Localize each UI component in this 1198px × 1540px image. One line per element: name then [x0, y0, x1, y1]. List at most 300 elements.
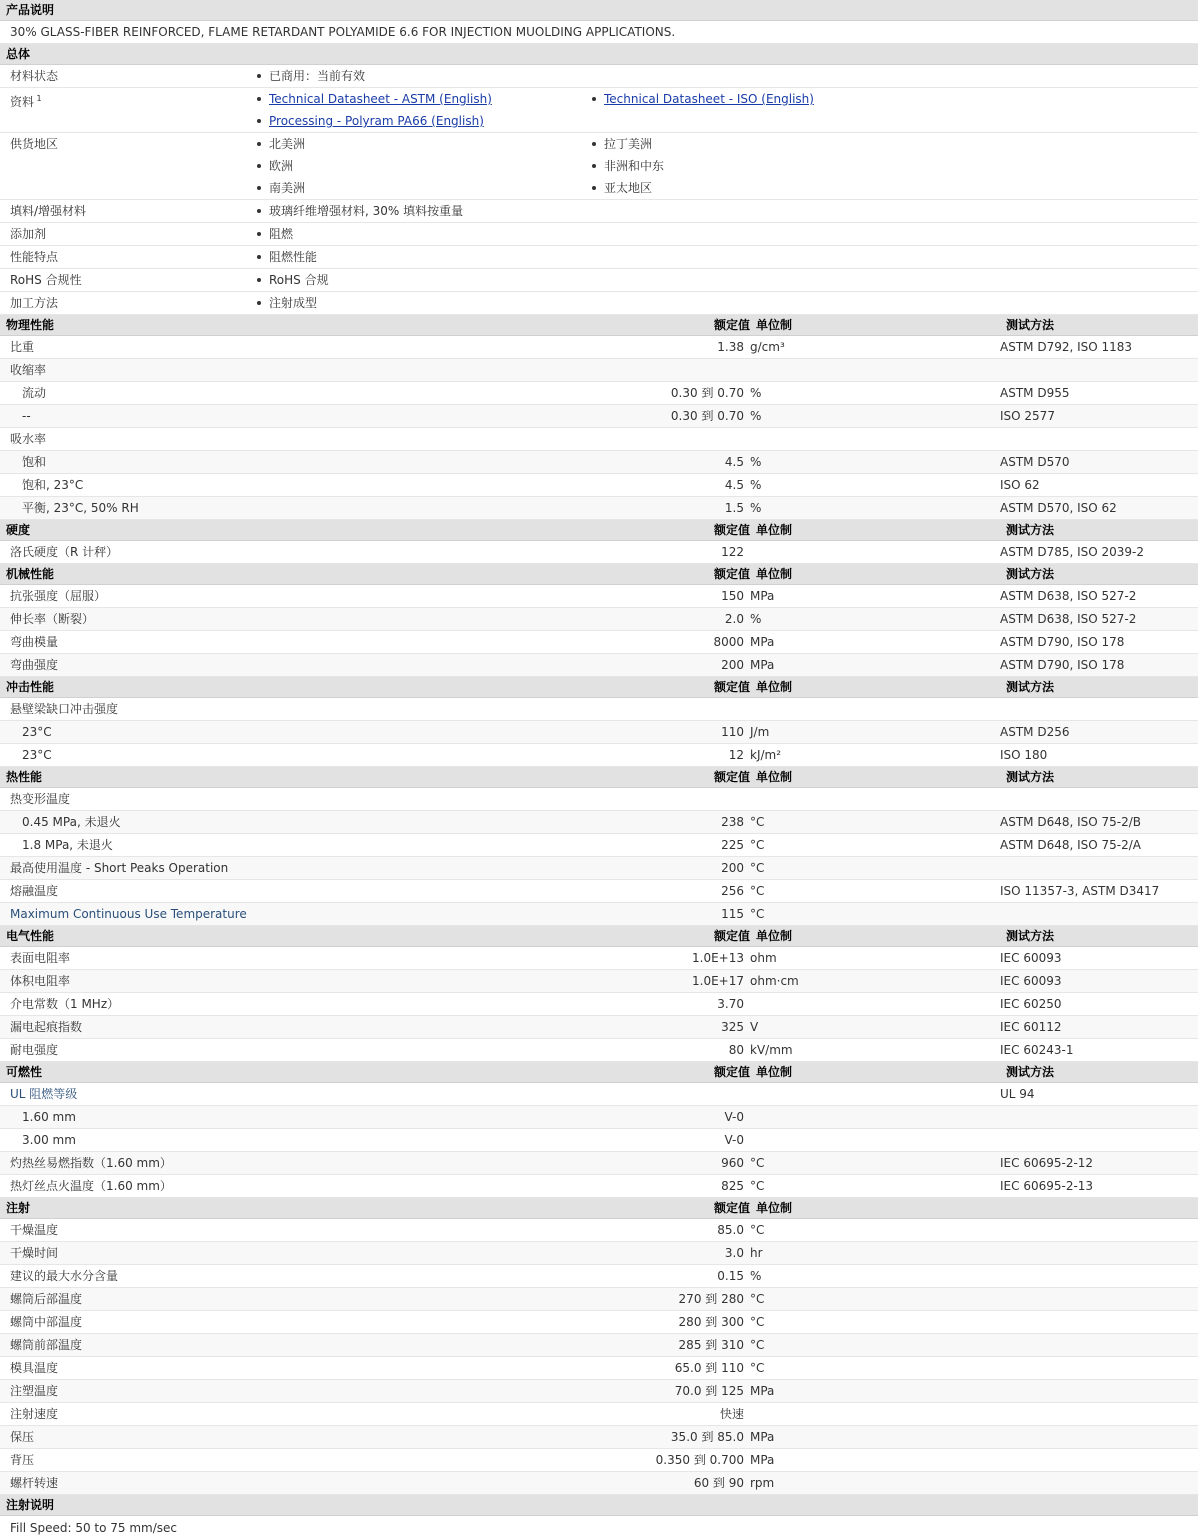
property-row: [0, 631, 1198, 654]
property-name: 弯曲模量: [10, 635, 59, 649]
property-test-method: [1000, 698, 1198, 720]
property-name: 收缩率: [10, 363, 47, 377]
property-name: 比重: [10, 340, 35, 354]
property-name: 注射速度: [10, 1407, 59, 1421]
section-title: 总体: [6, 47, 31, 61]
property-unit: MPa: [750, 1384, 775, 1398]
property-test-method: ISO 62: [1000, 478, 1040, 492]
property-unit: kV/mm: [750, 1043, 793, 1057]
property-test-method: [1000, 1472, 1198, 1494]
property-test-method: ASTM D570, ISO 62: [1000, 501, 1117, 515]
property-test-method: [1000, 1242, 1198, 1264]
property-value: 0.350 到 0.700: [655, 1453, 744, 1467]
property-unit: [750, 788, 1000, 810]
section-title: 注射: [6, 1201, 31, 1215]
property-row: [0, 834, 1198, 857]
property-name: 漏电起痕指数: [10, 1020, 83, 1034]
section-header: [0, 1198, 1198, 1219]
property-name: 干燥时间: [10, 1246, 59, 1260]
property-test-method: IEC 60112: [1000, 1020, 1062, 1034]
property-row: [0, 585, 1198, 608]
property-row: [0, 1426, 1198, 1449]
general-label: 添加剂: [10, 227, 47, 241]
bullet-icon: [257, 97, 261, 101]
section-header: [0, 926, 1198, 947]
property-unit: g/cm³: [750, 340, 785, 354]
property-unit: %: [750, 409, 762, 423]
property-unit: °C: [750, 1338, 765, 1352]
property-test-method: [1000, 857, 1198, 879]
property-unit: MPa: [750, 589, 775, 603]
property-test-method: [1000, 1334, 1198, 1356]
property-row: [0, 993, 1198, 1016]
property-unit: [750, 1129, 1000, 1151]
property-row: [0, 1472, 1198, 1495]
property-value: [520, 359, 750, 381]
property-name: 保压: [10, 1430, 35, 1444]
general-label: 供货地区: [10, 137, 59, 151]
property-row: [0, 970, 1198, 993]
property-row: [0, 382, 1198, 405]
value-text: 亚太地区: [604, 181, 653, 195]
property-row: [0, 811, 1198, 834]
datasheet-link[interactable]: Technical Datasheet - ASTM (English): [269, 92, 492, 106]
property-unit: V: [750, 1020, 759, 1034]
property-unit: °C: [750, 838, 765, 852]
general-properties: [0, 65, 1198, 315]
general-label: 资料 $^1$: [10, 94, 42, 109]
property-row: [0, 1403, 1198, 1426]
section-header: [0, 677, 1198, 698]
property-unit: rpm: [750, 1476, 775, 1490]
general-label: RoHS 合规性: [10, 273, 82, 287]
section-header-description: [0, 0, 1198, 21]
property-name: 饱和, 23°C: [22, 478, 84, 492]
property-name: 熔融温度: [10, 884, 59, 898]
property-name: 干燥温度: [10, 1223, 59, 1237]
property-value: 4.5: [724, 455, 744, 469]
property-test-method: IEC 60243-1: [1000, 1043, 1074, 1057]
property-unit: kJ/m²: [750, 748, 782, 762]
property-row: [0, 1265, 1198, 1288]
footnote-marker: 1: [34, 94, 42, 103]
property-row: [0, 336, 1198, 359]
property-name: 介电常数（1 MHz）: [10, 997, 120, 1011]
property-unit: [750, 541, 1000, 563]
property-value: 1.5: [724, 501, 744, 515]
general-value: [245, 292, 1198, 314]
general-row: [0, 292, 1198, 315]
property-value: 200: [721, 861, 744, 875]
property-row: [0, 947, 1198, 970]
header-test-method: 测试方法: [1006, 1065, 1055, 1079]
property-row: [0, 698, 1198, 721]
property-row: [0, 1288, 1198, 1311]
bullet-icon: [257, 278, 261, 282]
value-text: 阻燃: [269, 227, 294, 241]
property-value: 960: [721, 1156, 744, 1170]
property-test-method: ASTM D785, ISO 2039-2: [1000, 545, 1145, 559]
section-header: [0, 767, 1198, 788]
property-test-method: UL 94: [1000, 1087, 1035, 1101]
property-test-method: ISO 180: [1000, 748, 1048, 762]
property-name: 螺筒后部温度: [10, 1292, 83, 1306]
header-unit: 单位制: [756, 770, 793, 784]
bullet-icon: [592, 186, 596, 190]
property-unit: [750, 1403, 1000, 1425]
general-value: [245, 110, 580, 132]
property-name: --: [22, 409, 31, 423]
property-name: 螺杆转速: [10, 1476, 59, 1490]
value-text: 阻燃性能: [269, 250, 318, 264]
property-value: 3.70: [717, 997, 744, 1011]
section-title: 硬度: [6, 523, 31, 537]
property-name: 1.60 mm: [22, 1110, 76, 1124]
property-name: 弯曲强度: [10, 658, 59, 672]
general-value: [245, 88, 580, 110]
property-value: 1.38: [717, 340, 744, 354]
bullet-icon: [257, 209, 261, 213]
property-name: 热变形温度: [10, 792, 71, 806]
product-description: 30% GLASS-FIBER REINFORCED, FLAME RETARDANT POLYAMIDE 6.6 FOR INJECTION MUOLDING APPLICATIONS.: [0, 21, 1198, 44]
section-header: [0, 1062, 1198, 1083]
bullet-icon: [257, 74, 261, 78]
general-value: [245, 65, 1198, 87]
property-test-method: [1000, 1129, 1198, 1151]
property-test-method: [1000, 1265, 1198, 1287]
property-unit: %: [750, 501, 762, 515]
property-value: 825: [721, 1179, 744, 1193]
property-unit: °C: [750, 1292, 765, 1306]
property-test-method: IEC 60250: [1000, 997, 1062, 1011]
property-row: [0, 497, 1198, 520]
property-test-method: [1000, 1426, 1198, 1448]
property-unit: °C: [750, 1315, 765, 1329]
property-row: [0, 654, 1198, 677]
property-value: 200: [721, 658, 744, 672]
section-header-notes: [0, 1495, 1198, 1516]
property-unit: °C: [750, 884, 765, 898]
property-test-method: IEC 60695-2-12: [1000, 1156, 1094, 1170]
general-values: [245, 200, 1198, 222]
value-text: 注射成型: [269, 296, 318, 310]
property-value: 280 到 300: [678, 1315, 744, 1329]
property-row: [0, 359, 1198, 382]
property-unit: °C: [750, 1179, 765, 1193]
property-unit: MPa: [750, 1430, 775, 1444]
property-value: 4.5: [724, 478, 744, 492]
value-text: 玻璃纤维增强材料, 30% 填料按重量: [269, 204, 464, 218]
property-value: 80: [728, 1043, 744, 1057]
property-unit: MPa: [750, 635, 775, 649]
property-test-method: [1000, 359, 1198, 381]
section-title: 物理性能: [6, 318, 55, 332]
property-test-method: ASTM D790, ISO 178: [1000, 635, 1125, 649]
bullet-icon: [257, 255, 261, 259]
property-value: 35.0 到 85.0: [670, 1430, 744, 1444]
property-value: 115: [721, 907, 744, 921]
general-values: [245, 133, 1198, 199]
general-label: 材料状态: [10, 69, 59, 83]
property-value: 2.0: [724, 612, 744, 626]
general-values: [245, 269, 1198, 291]
property-unit: °C: [750, 1223, 765, 1237]
property-row: [0, 1016, 1198, 1039]
header-value: 额定值: [713, 929, 750, 943]
property-test-method: [1000, 1380, 1198, 1402]
general-value: [245, 133, 580, 155]
property-value: 0.30 到 0.70: [670, 386, 744, 400]
property-row: [0, 428, 1198, 451]
header-test-method: 测试方法: [1006, 680, 1055, 694]
property-name: 洛氏硬度（R 计秤）: [10, 545, 119, 559]
general-row: [0, 246, 1198, 269]
general-value: [580, 155, 915, 177]
property-row: [0, 788, 1198, 811]
general-label: 性能特点: [10, 250, 59, 264]
general-value: [580, 133, 915, 155]
property-row: [0, 744, 1198, 767]
property-unit: [750, 359, 1000, 381]
property-value: 325: [721, 1020, 744, 1034]
property-name: Maximum Continuous Use Temperature: [10, 907, 247, 921]
property-value: [520, 1083, 750, 1105]
bullet-icon: [257, 232, 261, 236]
property-row: [0, 857, 1198, 880]
header-test-method: 测试方法: [1006, 567, 1055, 581]
property-unit: MPa: [750, 658, 775, 672]
property-test-method: IEC 60093: [1000, 951, 1062, 965]
header-value: 额定值: [713, 1201, 750, 1215]
property-unit: °C: [750, 861, 765, 875]
bullet-icon: [592, 97, 596, 101]
property-test-method: [1000, 1219, 1198, 1241]
property-test-method: ASTM D256: [1000, 725, 1070, 739]
general-label: 填料/增强材料: [10, 204, 87, 218]
property-name: 耐电强度: [10, 1043, 59, 1057]
value-text: 拉丁美洲: [604, 137, 653, 151]
property-name: 螺筒中部温度: [10, 1315, 83, 1329]
property-row: [0, 1083, 1198, 1106]
general-value: [580, 177, 915, 199]
property-unit: [750, 993, 1000, 1015]
property-value: 238: [721, 815, 744, 829]
property-unit: [750, 1083, 1000, 1105]
property-value: 285 到 310: [678, 1338, 744, 1352]
property-name: 1.8 MPa, 未退火: [22, 838, 113, 852]
header-test-method: 测试方法: [1006, 770, 1055, 784]
property-name: 悬壁梁缺口冲击强度: [10, 702, 119, 716]
property-unit: °C: [750, 815, 765, 829]
general-row: [0, 269, 1198, 292]
property-unit: %: [750, 386, 762, 400]
property-row: [0, 1106, 1198, 1129]
property-row: [0, 721, 1198, 744]
property-value: 快速: [719, 1407, 744, 1421]
property-value: 110: [721, 725, 744, 739]
property-test-method: [1000, 1106, 1198, 1128]
property-name: 体积电阻率: [10, 974, 71, 988]
property-value: 225: [721, 838, 744, 852]
property-name: 吸水率: [10, 432, 47, 446]
general-row: [0, 65, 1198, 88]
property-row: [0, 1129, 1198, 1152]
general-values: [245, 292, 1198, 314]
property-name: 23°C: [22, 725, 52, 739]
datasheet-link[interactable]: Technical Datasheet - ISO (English): [604, 92, 814, 106]
header-unit: 单位制: [756, 1201, 793, 1215]
property-test-method: [1000, 1288, 1198, 1310]
section-header: [0, 564, 1198, 585]
property-name: 流动: [22, 386, 47, 400]
property-value: V-0: [724, 1110, 744, 1124]
section-title: 冲击性能: [6, 680, 55, 694]
value-text: RoHS 合规: [269, 273, 329, 287]
property-value: 12: [728, 748, 744, 762]
value-text: 已商用：当前有效: [269, 69, 366, 83]
property-test-method: ISO 2577: [1000, 409, 1055, 423]
general-value: [245, 200, 1198, 222]
header-test-method: 测试方法: [1006, 318, 1055, 332]
property-value: 65.0 到 110: [674, 1361, 744, 1375]
property-row: [0, 880, 1198, 903]
property-test-method: IEC 60695-2-13: [1000, 1179, 1094, 1193]
header-value: 额定值: [713, 1065, 750, 1079]
header-test-method: 测试方法: [1006, 929, 1055, 943]
property-unit: %: [750, 455, 762, 469]
section-title: 机械性能: [6, 567, 55, 581]
section-header-general: [0, 44, 1198, 65]
general-value: [245, 177, 580, 199]
general-value: [245, 246, 1198, 268]
section-header: [0, 315, 1198, 336]
property-test-method: [1000, 428, 1198, 450]
property-name: 0.45 MPa, 未退火: [22, 815, 121, 829]
header-unit: 单位制: [756, 929, 793, 943]
general-value: [245, 223, 1198, 245]
property-unit: J/m: [750, 725, 770, 739]
property-name: 23°C: [22, 748, 52, 762]
property-value: 270 到 280: [678, 1292, 744, 1306]
section-title: 可燃性: [6, 1065, 43, 1079]
property-test-method: [1000, 903, 1198, 925]
property-value: 122: [721, 545, 744, 559]
property-value: 60 到 90: [693, 1476, 744, 1490]
property-value: 1.0E+13: [692, 951, 744, 965]
value-text: 北美洲: [269, 137, 306, 151]
property-unit: [750, 428, 1000, 450]
section-title: 注射说明: [6, 1498, 55, 1512]
property-value: [520, 788, 750, 810]
property-name: UL 阻燃等级: [10, 1087, 78, 1101]
header-value: 额定值: [713, 318, 750, 332]
header-test-method: [1006, 1198, 1198, 1218]
property-value: 1.0E+17: [692, 974, 744, 988]
property-test-method: ASTM D955: [1000, 386, 1070, 400]
general-row: [0, 200, 1198, 223]
property-value: 8000: [713, 635, 744, 649]
property-test-method: ASTM D792, ISO 1183: [1000, 340, 1133, 354]
bullet-icon: [257, 119, 261, 123]
property-test-method: ASTM D648, ISO 75-2/B: [1000, 815, 1142, 829]
property-value: 3.0: [724, 1246, 744, 1260]
property-name: 建议的最大水分含量: [10, 1269, 119, 1283]
property-name: 灼热丝易燃指数（1.60 mm）: [10, 1156, 172, 1170]
general-values: [245, 88, 1198, 132]
general-label: 加工方法: [10, 296, 59, 310]
property-row: [0, 1334, 1198, 1357]
general-value: [245, 155, 580, 177]
property-test-method: ASTM D638, ISO 527-2: [1000, 589, 1137, 603]
property-row: [0, 474, 1198, 497]
bullet-icon: [257, 142, 261, 146]
property-value: [520, 428, 750, 450]
property-name: 3.00 mm: [22, 1133, 76, 1147]
property-value: [520, 698, 750, 720]
header-unit: 单位制: [756, 1065, 793, 1079]
header-value: 额定值: [713, 770, 750, 784]
header-value: 额定值: [713, 567, 750, 581]
injection-note: Fill Speed: 50 to 75 mm/sec: [10, 1521, 178, 1535]
header-value: 额定值: [713, 523, 750, 537]
property-test-method: ASTM D790, ISO 178: [1000, 658, 1125, 672]
property-sections: [0, 315, 1198, 1495]
property-unit: %: [750, 478, 762, 492]
property-row: [0, 1219, 1198, 1242]
section-header: [0, 520, 1198, 541]
property-unit: MPa: [750, 1453, 775, 1467]
property-test-method: ASTM D648, ISO 75-2/A: [1000, 838, 1141, 852]
property-unit: hr: [750, 1246, 763, 1260]
property-test-method: [1000, 1403, 1198, 1425]
property-row: [0, 451, 1198, 474]
property-test-method: IEC 60093: [1000, 974, 1062, 988]
property-row: [0, 1311, 1198, 1334]
property-unit: ohm·cm: [750, 974, 799, 988]
datasheet-link[interactable]: Processing - Polyram PA66 (English): [269, 114, 484, 128]
header-unit: 单位制: [756, 680, 793, 694]
property-value: 0.15: [717, 1269, 744, 1283]
property-test-method: [1000, 788, 1198, 810]
property-value: 150: [721, 589, 744, 603]
property-name: 表面电阻率: [10, 951, 71, 965]
property-value: V-0: [724, 1133, 744, 1147]
property-unit: %: [750, 1269, 762, 1283]
property-value: 0.30 到 0.70: [670, 409, 744, 423]
header-test-method: 测试方法: [1006, 523, 1055, 537]
property-row: [0, 1039, 1198, 1062]
property-test-method: [1000, 1357, 1198, 1379]
property-test-method: ISO 11357-3, ASTM D3417: [1000, 884, 1160, 898]
property-unit: °C: [750, 1361, 765, 1375]
property-unit: [750, 1106, 1000, 1128]
property-test-method: ASTM D570: [1000, 455, 1070, 469]
general-value: [245, 269, 1198, 291]
property-test-method: ASTM D638, ISO 527-2: [1000, 612, 1137, 626]
general-values: [245, 65, 1198, 87]
bullet-icon: [257, 164, 261, 168]
property-test-method: [1000, 1311, 1198, 1333]
general-values: [245, 246, 1198, 268]
property-name: 模具温度: [10, 1361, 59, 1375]
general-row: [0, 88, 1198, 133]
value-text: 欧洲: [269, 159, 294, 173]
property-name: 抗张强度（屈服）: [10, 589, 107, 603]
property-value: 70.0 到 125: [674, 1384, 744, 1398]
bullet-icon: [257, 186, 261, 190]
bullet-icon: [592, 142, 596, 146]
header-unit: 单位制: [756, 318, 793, 332]
